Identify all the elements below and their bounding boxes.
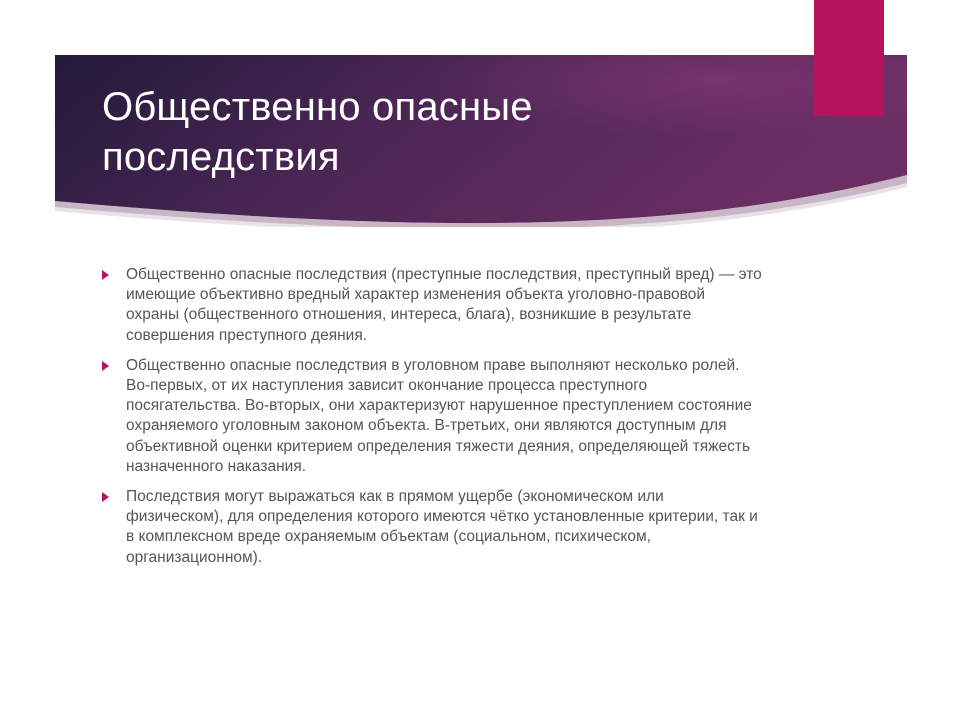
bullet-text: Общественно опасные последствия в уголовном праве выполняют несколько ролей. Во-первых, от их наступления зависит окончание процесса преступного посягательства. Во-вторых, они характеризуют нарушенное преступлением состояние охраняемого уголовным законом объекта. В-третьих, они являются доступным для объективной оценки критерием определения тяжести деяния, определяющей тяжесть назначенного наказания. [126,356,752,475]
triangle-bullet-icon [102,270,109,280]
slide-title: Общественно опасные последствия [102,85,533,179]
bullet-list [102,265,762,578]
bullet-text: Последствия могут выражаться как в прямом ущербе (экономическом или физическом), для определения которого имеются чётко установленные критерии, так и в комплексном вреде охраняемым объектам (социальном, психическом, организационном). [126,488,758,566]
triangle-bullet-icon [102,492,109,502]
list-item [102,356,762,477]
list-item [102,265,762,346]
triangle-bullet-icon [102,361,109,371]
bullet-text: Общественно опасные последствия (преступные последствия, преступный вред) — это имеющие объективно вредный характер изменения объекта уголовно-правовой охраны (общественного отношения, интереса, блага), возникшие в результате совершения преступного деяния. [126,266,762,344]
list-item [102,487,762,568]
accent-tab [814,0,884,116]
